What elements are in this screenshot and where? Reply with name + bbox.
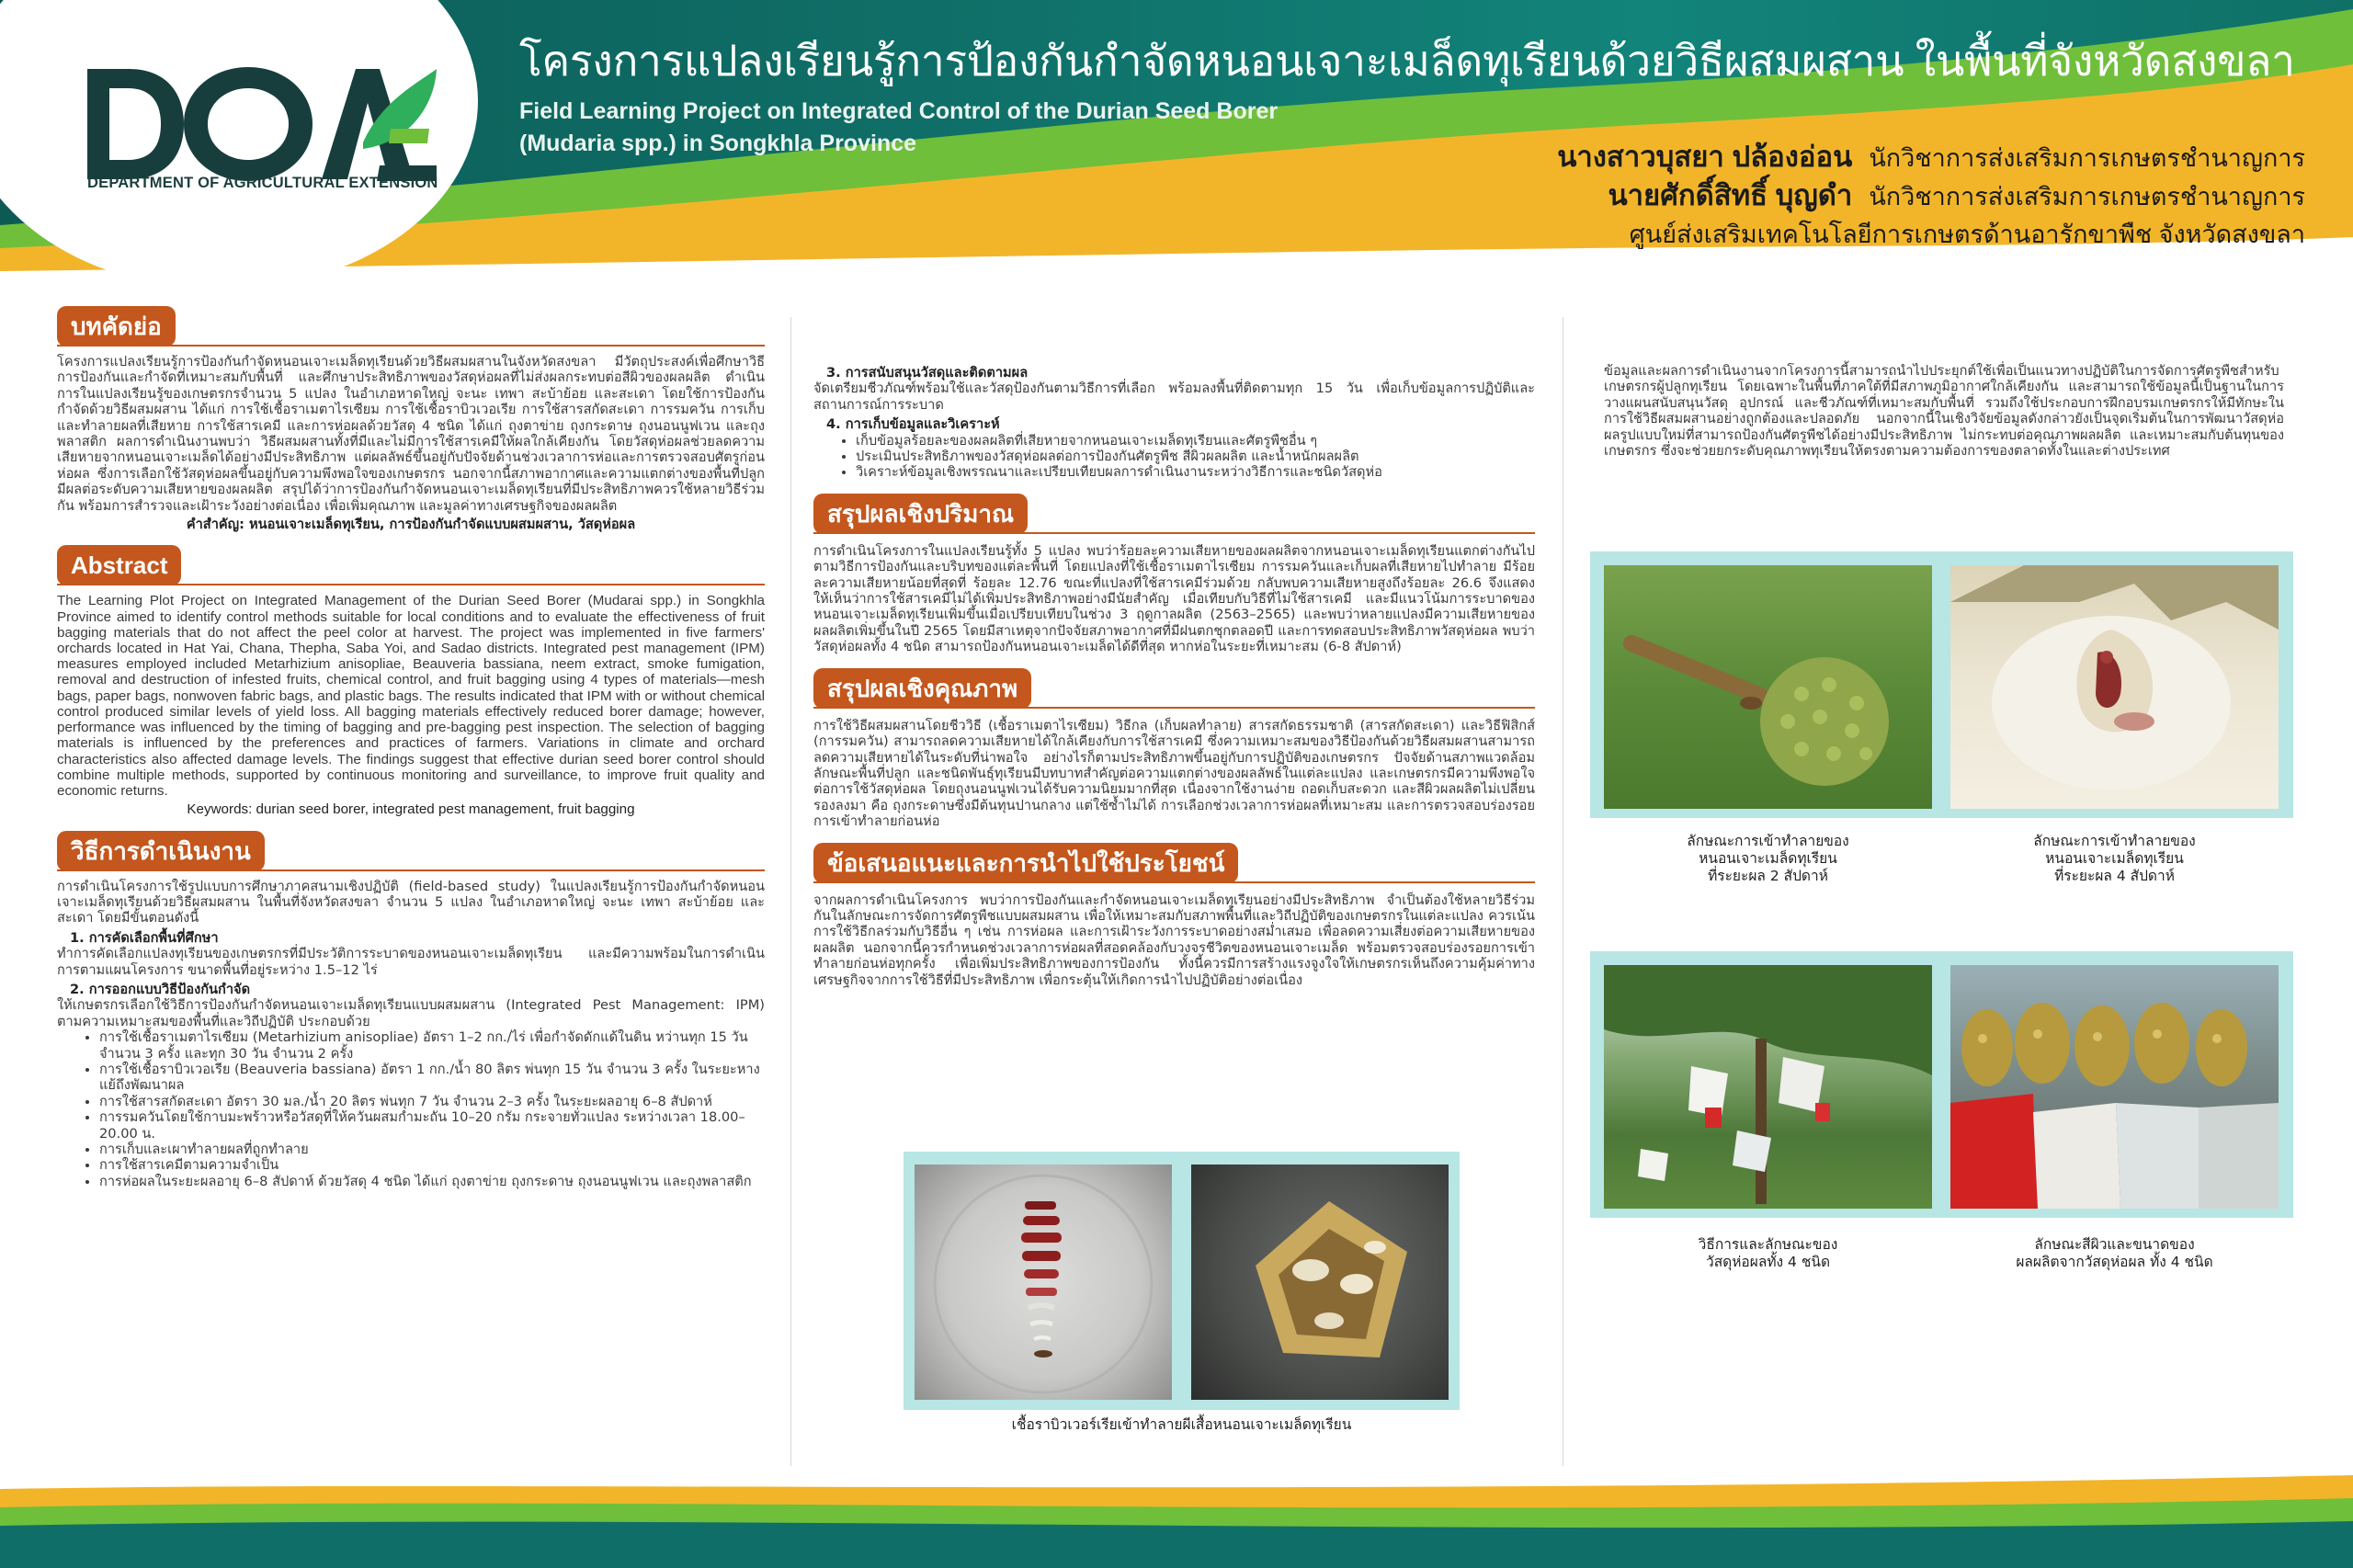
quantitative-body: การดำเนินโครงการในแปลงเรียนรู้ทั้ง 5 แปลง พบว่าร้อยละความเสียหายของผลผลิตจากหนอนเจาะเมล็ดทุเรียนแตกต่างกันไปตามวิธีการป้องกันและบริบทของแต่ละพื้นที่ โดยแปลงที่ใช้เชื้อราเมตาไรเซียม การรมควันและเก็บผลที่เสียหายไปทำลาย มีร้อยละความเสียหายน้อยที่สุดที่ ร้อยละ 12.76 ขณะที่แปลงที่ใช้สารเคมีร่วมด้วย กลับพบความเสียหายสูงถึงร้อยละ 26.6 จึงแสดงให้เห็นว่าการใช้สารเคมีไม่ได้เพิ่มประสิทธิภาพอย่างมีนัยสำคัญ เมื่อเทียบกับวิธีที่ไม่ใช้สารเคมี และมีแนวโน้มการระบาดของหนอนเจาะเมล็ดทุเรียนเพิ่มขึ้นเมื่อเปรียบเทียบในช่วง 3 ฤดูกาลผลิต (2563–2565) และพบว่าหลายแปลงมีความเสียหายของผลผลิตเพิ่มขึ้นในปี 2565 โดยมีสาเหตุจากปัจจัยสภาพอากาศที่มีฝนตกชุกตลอดปี และการทดสอบประสิทธิภาพวัสดุห่อผล พบว่า วัสดุห่อผลทั้ง 4 ชนิด สามารถป้องกันหนอนเจาะเมล็ดได้ดีที่สุด หากห่อในระยะที่เหมาะสม (6-8 สัปดาห์) [813, 542, 1535, 655]
caption-line: วัสดุห่อผลทั้ง 4 ชนิด [1705, 1254, 1831, 1270]
methods-intro: การดำเนินโครงการใช้รูปแบบการศึกษาภาคสนามเชิงปฏิบัติ (field-based study) ในแปลงเรียนรู้การป้องกันกำจัดหนอนเจาะเมล็ดทุเรียนด้วยวิธีผสมผสาน ในพื้นที่จังหวัดสงขลา จำนวน 5 แปลง ในอำเภอหาดใหญ่ จะนะ เทพา สะบ้าย้อย และสะเดา โดยมีขั้นตอนดังนี้ [57, 878, 765, 926]
bagged-fruit-results-photo [1950, 965, 2279, 1209]
larvae-illustration [915, 1165, 1172, 1400]
method-list [813, 433, 1535, 481]
photo-caption [1604, 833, 1932, 885]
section-abstract-thai [57, 306, 765, 532]
method-list [57, 1029, 765, 1189]
organization-name: ศูนย์ส่งเสริมเทคโนโลยีการเกษตรด้านอารักขาพืช จังหวัดสงขลา [1629, 221, 2305, 248]
method-step-title: 2. การออกแบบวิธีป้องกันกำจัด [70, 981, 251, 997]
method-step-body: ทำการคัดเลือกแปลงทุเรียนของเกษตรกรที่มีประวัติการระบาดของหนอนเจาะเมล็ดทุเรียน และมีความพร้อมในการดำเนินการตามแผนโครงการ ขนาดพื้นที่อยู่ระหว่าง 1.5–12 ไร่ [57, 946, 765, 978]
list-item: • การใช้เชื้อราบิวเวอเรีย (Beauveria bassiana) อัตรา 1 กก./น้ำ 80 ลิตร พ่นทุก 15 วัน จำนวน 3 ครั้ง ในระยะหางแย้ถึงพัฒนาผล [99, 1062, 765, 1094]
poster-header [0, 0, 2353, 290]
caption-line: วิธีการและลักษณะของ [1698, 1236, 1838, 1253]
method-step-title: 3. การสนับสนุนวัสดุและติดตามผล [826, 365, 1029, 381]
moth-illustration [1191, 1165, 1449, 1400]
photo-caption [1950, 1236, 2279, 1271]
list-item: • วิเคราะห์ข้อมูลเชิงพรรณนาและเปรียบเทียบผลการดำเนินงานระหว่างวิธีการและชนิดวัสดุห่อ [856, 464, 1535, 480]
poster-title-thai: โครงการแปลงเรียนรู้การป้องกันกำจัดหนอนเจาะเมล็ดทุเรียนด้วยวิธีผสมผสาน ในพื้นที่จังหวัดสงขลา [519, 37, 2295, 85]
title-en-line-2: (Mudaria spp.) in Songkhla Province [519, 131, 917, 156]
logo-subtitle: DEPARTMENT OF AGRICULTURAL EXTENSION [87, 175, 438, 191]
column-middle [813, 361, 1535, 988]
section-heading: Abstract [57, 545, 181, 585]
durian-row-illustration [1950, 965, 2279, 1209]
method-step-title: 1. การคัดเลือกพื้นที่ศึกษา [70, 929, 219, 946]
poster-title-english [519, 96, 1278, 160]
infected-moth-photo [1191, 1165, 1449, 1400]
method-step-body: จัดเตรียมชีวภัณฑ์พร้อมใช้และวัสดุป้องกันตามวิธีการที่เลือก พร้อมลงพื้นที่ติดตามทุก 15 วัน เพื่อเก็บข้อมูลการปฏิบัติและสถานการณ์การระบาด [813, 381, 1535, 413]
method-step-title: 4. การเก็บข้อมูลและวิเคราะห์ [826, 416, 1000, 433]
title-en-line-1: Field Learning Project on Integrated Control of the Durian Seed Borer [519, 98, 1279, 124]
column-divider [790, 317, 791, 1466]
section-heading: ข้อเสนอแนะและการนำไปใช้ประโยชน์ [813, 843, 1238, 883]
column-left [57, 306, 765, 1189]
list-item: • การรมควันโดยใช้กาบมะพร้าวหรือวัสดุที่ให้ควันผสมกำมะถัน 10–20 กรัม กระจายทั่วแปลง ระหว่างเวลา 18.00–20.00 น. [99, 1109, 765, 1142]
caption-line: หนอนเจาะเมล็ดทุเรียน [2045, 850, 2184, 867]
list-item: • การเก็บและเผาทำลายผลที่ถูกทำลาย [99, 1142, 765, 1157]
application-body: ข้อมูลและผลการดำเนินงานจากโครงการนี้สามารถนำไปประยุกต์ใช้เพื่อเป็นแนวทางปฏิบัติในการจัดการศัตรูพืชสำหรับเกษตรกรผู้ปลูกทุเรียน โดยเฉพาะในพื้นที่ภาคใต้ที่มีสภาพภูมิอากาศใกล้เคียงกัน และสามารถใช้ข้อมูลนี้เป็นฐานในการวางแผนสนับสนุนวัสดุ อุปกรณ์ และชีวภัณฑ์ที่เหมาะสมกับพื้นที่ รวมถึงใช้ประกอบการฝึกอบรมเกษตรกรให้มีทักษะในการใช้วิธีผสมผสานอย่างถูกต้องและปลอดภัย นอกจากนี้ในเชิงวิจัยข้อมูลดังกล่าวยังเป็นจุดเริ่มต้นในการพัฒนาวัสดุห่อผลรูปแบบใหม่ที่สามารถป้องกันศัตรูพืชได้อย่างมีประสิทธิภาพ ไม่กระทบต่อคุณภาพผลผลิต และเหมาะสมกับต้นทุนของเกษตรกร ซึ่งจะช่วยยกระดับคุณภาพทุเรียนให้ตรงตามความต้องการของตลาดทั้งในและต่างประเทศ [1604, 363, 2284, 460]
larvae-petri-dish-photo [915, 1165, 1172, 1400]
recommendations-body: จากผลการดำเนินโครงการ พบว่าการป้องกันและกำจัดหนอนเจาะเมล็ดทุเรียนอย่างมีประสิทธิภาพ จำเป็นต้องใช้หลายวิธีร่วมกันในลักษณะการจัดการศัตรูพืชแบบผสมผสาน เพื่อให้เหมาะสมกับสภาพพื้นที่และวิถีปฏิบัติของเกษตรกรในแต่ละแปลง ควรเน้นการใช้วิธีกลร่วมกับวิธีอื่น ๆ เช่น การห่อผล และการเฝ้าระวังการระบาดอย่างสม่ำเสมอ เพื่อลดความเสี่ยงต่อความเสียหายของผลผลิต นอกจากนี้ควรกำหนดช่วงเวลาการห่อผลที่สอดคล้องกับวงจรชีวิตของหนอนเจาะเมล็ด พร้อมตรวจสอบร่องรอยการเข้าทำลายก่อนห่อทุกครั้ง เพื่อเพิ่มประสิทธิภาพของการป้องกัน ทั้งนี้ควรมีการสร้างแรงจูงใจให้เกษตรกรเห็นถึงความคุ้มค่าทางเศรษฐกิจจากการใช้วิธีที่มีประสิทธิภาพ เพื่อกระตุ้นให้เกิดการนำไปปฏิบัติอย่างต่อเนื่อง [813, 892, 1535, 988]
caption-line: ที่ระยะผล 2 สัปดาห์ [1708, 868, 1828, 884]
author-2 [1557, 176, 2305, 215]
section-quantitative-results [813, 494, 1535, 655]
section-abstract-english [57, 545, 765, 817]
cut-durian-illustration [1950, 565, 2279, 809]
column-right [1604, 363, 2284, 459]
poster-footer [0, 1471, 2353, 1568]
photo-caption [1604, 1236, 1932, 1271]
list-item: • การห่อผลในระยะผลอายุ 6–8 สัปดาห์ ด้วยวัสดุ 4 ชนิด ได้แก่ ถุงตาข่าย ถุงกระดาษ ถุงนอนนูฟเวน และถุงพลาสติก [99, 1174, 765, 1189]
list-item: • การใช้สารสกัดสะเดา อัตรา 30 มล./น้ำ 20 ลิตร พ่นทุก 7 วัน จำนวน 2–3 ครั้ง ในระยะผลอายุ 6–8 สัปดาห์ [99, 1094, 765, 1109]
keywords-english: Keywords: durian seed borer, integrated pest management, fruit bagging [187, 801, 635, 818]
small-durian-illustration [1604, 565, 1932, 809]
damage-4-weeks-photo [1950, 565, 2279, 809]
list-item: • ประเมินประสิทธิภาพของวัสดุห่อผลต่อการป้องกันศัตรูพืช สีผิวผลผลิต และน้ำหนักผลผลิต [856, 449, 1535, 464]
list-item: • การใช้เชื้อราเมตาไรเซียม (Metarhizium anisopliae) อัตรา 1–2 กก./ไร่ เพื่อกำจัดดักแด้ในดิน หว่านทุก 15 วัน จำนวน 3 ครั้ง และทุก 30 วัน จำนวน 2 ครั้ง [99, 1029, 765, 1062]
method-step-body: ให้เกษตรกรเลือกใช้วิธีการป้องกันกำจัดหนอนเจาะเมล็ดทุเรียนแบบผสมผสาน (Integrated Pest Management: IPM) ตามความเหมาะสมของพื้นที่และวิถีปฏิบัติ ประกอบด้วย [57, 997, 765, 1029]
section-recommendations [813, 843, 1535, 988]
caption-line: ที่ระยะผล 4 สัปดาห์ [2054, 868, 2175, 884]
section-heading: สรุปผลเชิงคุณภาพ [813, 668, 1031, 709]
caption-line: ลักษณะการเข้าทำลายของ [2033, 833, 2196, 849]
list-item: • การใช้สารเคมีตามความจำเป็น [99, 1157, 765, 1173]
bagged-tree-illustration [1604, 965, 1932, 1209]
photo-caption [1950, 833, 2279, 885]
qualitative-body: การใช้วิธีผสมผสานโดยชีววิธี (เชื้อราเมตาไรเซียม) วิธีกล (เก็บผลทำลาย) สารสกัดธรรมชาติ (สารสกัดสะเดา) และวิธีฟิสิกส์ (การรมควัน) สามารถลดความเสียหายได้ใกล้เคียงกับการใช้สารเคมี ซึ่งความเหมาะสมของวิธีป้องกันด้วยวิธีผสมผสานสามารถลดความเสียหายได้ในระดับที่น่าพอใจ อย่างไรก็ตามประสิทธิภาพขึ้นอยู่กับการปฏิบัติของเกษตรกร ปัจจัยด้านสภาพแวดล้อม ลักษณะพื้นที่ปลูก และชนิดพันธุ์ทุเรียนมีบทบาทสำคัญต่อความแตกต่างของผลลัพธ์ในแต่ละแปลง และเกษตรกรมีความพึงพอใจต่อการใช้วัสดุห่อผล โดยถุงนอนนูฟเวนได้รับความนิยมมากที่สุด เนื่องจากใช้งานง่าย ถอดเก็บสะดวก และสีผิวผลผลิตไม่เปลี่ยน รองลงมา คือ ถุงกระดาษซึ่งมีต้นทุนปานกลาง แต่ใช้ซ้ำไม่ได้ การเลือกช่วงเวลาการห่อผลที่เหมาะสม และการตรวจสอบร่องรอยการเข้าทำลายก่อนห่อ [813, 717, 1535, 830]
author-name: นายศักดิ์สิทธิ์ บุญดำ [1608, 179, 1853, 211]
author-organization [1557, 215, 2305, 254]
author-position: นักวิชาการส่งเสริมการเกษตรชำนาญการ [1869, 183, 2305, 210]
section-methods [57, 831, 765, 1190]
author-name: นางสาวบุสยา ปล้องอ่อน [1557, 141, 1853, 173]
author-block [1557, 138, 2305, 254]
section-qualitative-results [813, 668, 1535, 830]
footer-wave-decoration [0, 1471, 2353, 1568]
caption-line: ลักษณะสีผิวและขนาดของ [2034, 1236, 2195, 1253]
author-position: นักวิชาการส่งเสริมการเกษตรชำนาญการ [1869, 144, 2305, 172]
caption-line: ลักษณะการเข้าทำลายของ [1687, 833, 1849, 849]
abstract-english-body: The Learning Plot Project on Integrated Management of the Durian Seed Borer (Mudarai spp.) in Songkhla Province aimed to identify control methods suitable for local conditions and to evaluate the effectiveness of fruit bagging materials that do not affect the peel color at harvest. The project was implemented in five farmers' orchards located in Hat Yai, Chana, Thepha, Saba Yoi, and Sadao districts. Integrated pest management (IPM) measures employed included Metarhizium anisopliae, Beauveria bassiana, neem extract, smoke fumigation, removal and destruction of infested fruits, chemical control, and fruit bagging using 4 types of materials—mesh bags, paper bags, nonwoven fabric bags, and plastic bags. The results indicated that IPM with or without chemical control produced similar levels of yield loss. All bagging materials effectively reduced borer damage; however, performance was influenced by the timing of bagging and pre-bagging pest inspection. The selection of bagging materials is influenced by the preferences and practices of farmers. Variations in climate and orchard characteristics also affected damage levels. The findings suggest that effective durian seed borer control should combine multiple methods, supported by continuous monitoring and surveillance, to improve fruit quality and economic returns. [57, 593, 765, 799]
list-item: • เก็บข้อมูลร้อยละของผลผลิตที่เสียหายจากหนอนเจาะเมล็ดทุเรียนและศัตรูพืชอื่น ๆ [856, 433, 1535, 449]
caption-line: หนอนเจาะเมล็ดทุเรียน [1699, 850, 1837, 867]
section-heading: วิธีการดำเนินงาน [57, 831, 265, 871]
photo-caption: เชื้อราบิวเวอร์เรียเข้าทำลายผีเสื้อหนอนเจาะเมล็ดทุเรียน [1011, 1416, 1352, 1433]
abstract-thai-body: โครงการแปลงเรียนรู้การป้องกันกำจัดหนอนเจาะเมล็ดทุเรียนด้วยวิธีผสมผสานในจังหวัดสงขลา มีวัตถุประสงค์เพื่อศึกษาวิธีการป้องกันและกำจัดที่เหมาะสมกับพื้นที่ และศึกษาประสิทธิภาพของวัสดุห่อผลที่ไม่ส่งผลกระทบต่อสีผิวของผลผลิต ดำเนินการในแปลงเรียนรู้ของเกษตรกรจำนวน 5 แปลง ในอำเภอหาดใหญ่ จะนะ เทพา สะบ้าย้อย และสะเดา โดยใช้การป้องกันกำจัดด้วยวิธีผสมผสาน ได้แก่ การใช้เชื้อราเมตาไรเซียม การใช้เชื้อราบิวเวอเรีย การใช้สารสกัดสะเดา การรมควัน การเก็บและทำลายผลที่เสียหาย การใช้สารเคมี และการห่อผลด้วยวัสดุ 4 ชนิด ได้แก่ ถุงตาข่าย ถุงกระดาษ ถุงนอนนูฟเวน และถุงพลาสติก ผลการดำเนินงานพบว่า วิธีผสมผสานทั้งที่มีและไม่มีการใช้สารเคมีให้ผลใกล้เคียงกัน โดยวัสดุห่อผลช่วยลดความเสียหายจากหนอนเจาะเมล็ดได้อย่างมีประสิทธิภาพ แต่ผลลัพธ์ขึ้นอยู่กับปัจจัยด้านช่วงเวลาการห่อและการตรวจสอบศัตรูก่อนห่อผล ซึ่งการเลือกใช้วัสดุห่อผลขึ้นอยู่กับความพึงพอใจของเกษตรกร นอกจากนี้สภาพอากาศและความแตกต่างของพื้นที่ปลูกมีผลต่อระดับความเสียหายของผลผลิต สรุปได้ว่าการป้องกันกำจัดหนอนเจาะเมล็ดทุเรียนที่มีประสิทธิภาพควรใช้หลายวิธีร่วมกัน พร้อมการสำรวจและเฝ้าระวังอย่างต่อเนื่อง เพื่อเพิ่มคุณภาพ และมูลค่าทางเศรษฐกิจของผลผลิต [57, 354, 765, 514]
damage-2-weeks-photo [1604, 565, 1932, 809]
keywords-thai: คำสำคัญ: หนอนเจาะเมล็ดทุเรียน, การป้องกันกำจัดแบบผสมผสาน, วัสดุห่อผล [186, 517, 636, 533]
author-1 [1557, 138, 2305, 176]
bagging-methods-photo [1604, 965, 1932, 1209]
caption-line: ผลผลิตจากวัสดุห่อผล ทั้ง 4 ชนิด [2016, 1254, 2213, 1270]
section-heading: บทคัดย่อ [57, 306, 176, 347]
section-heading: สรุปผลเชิงปริมาณ [813, 494, 1028, 534]
